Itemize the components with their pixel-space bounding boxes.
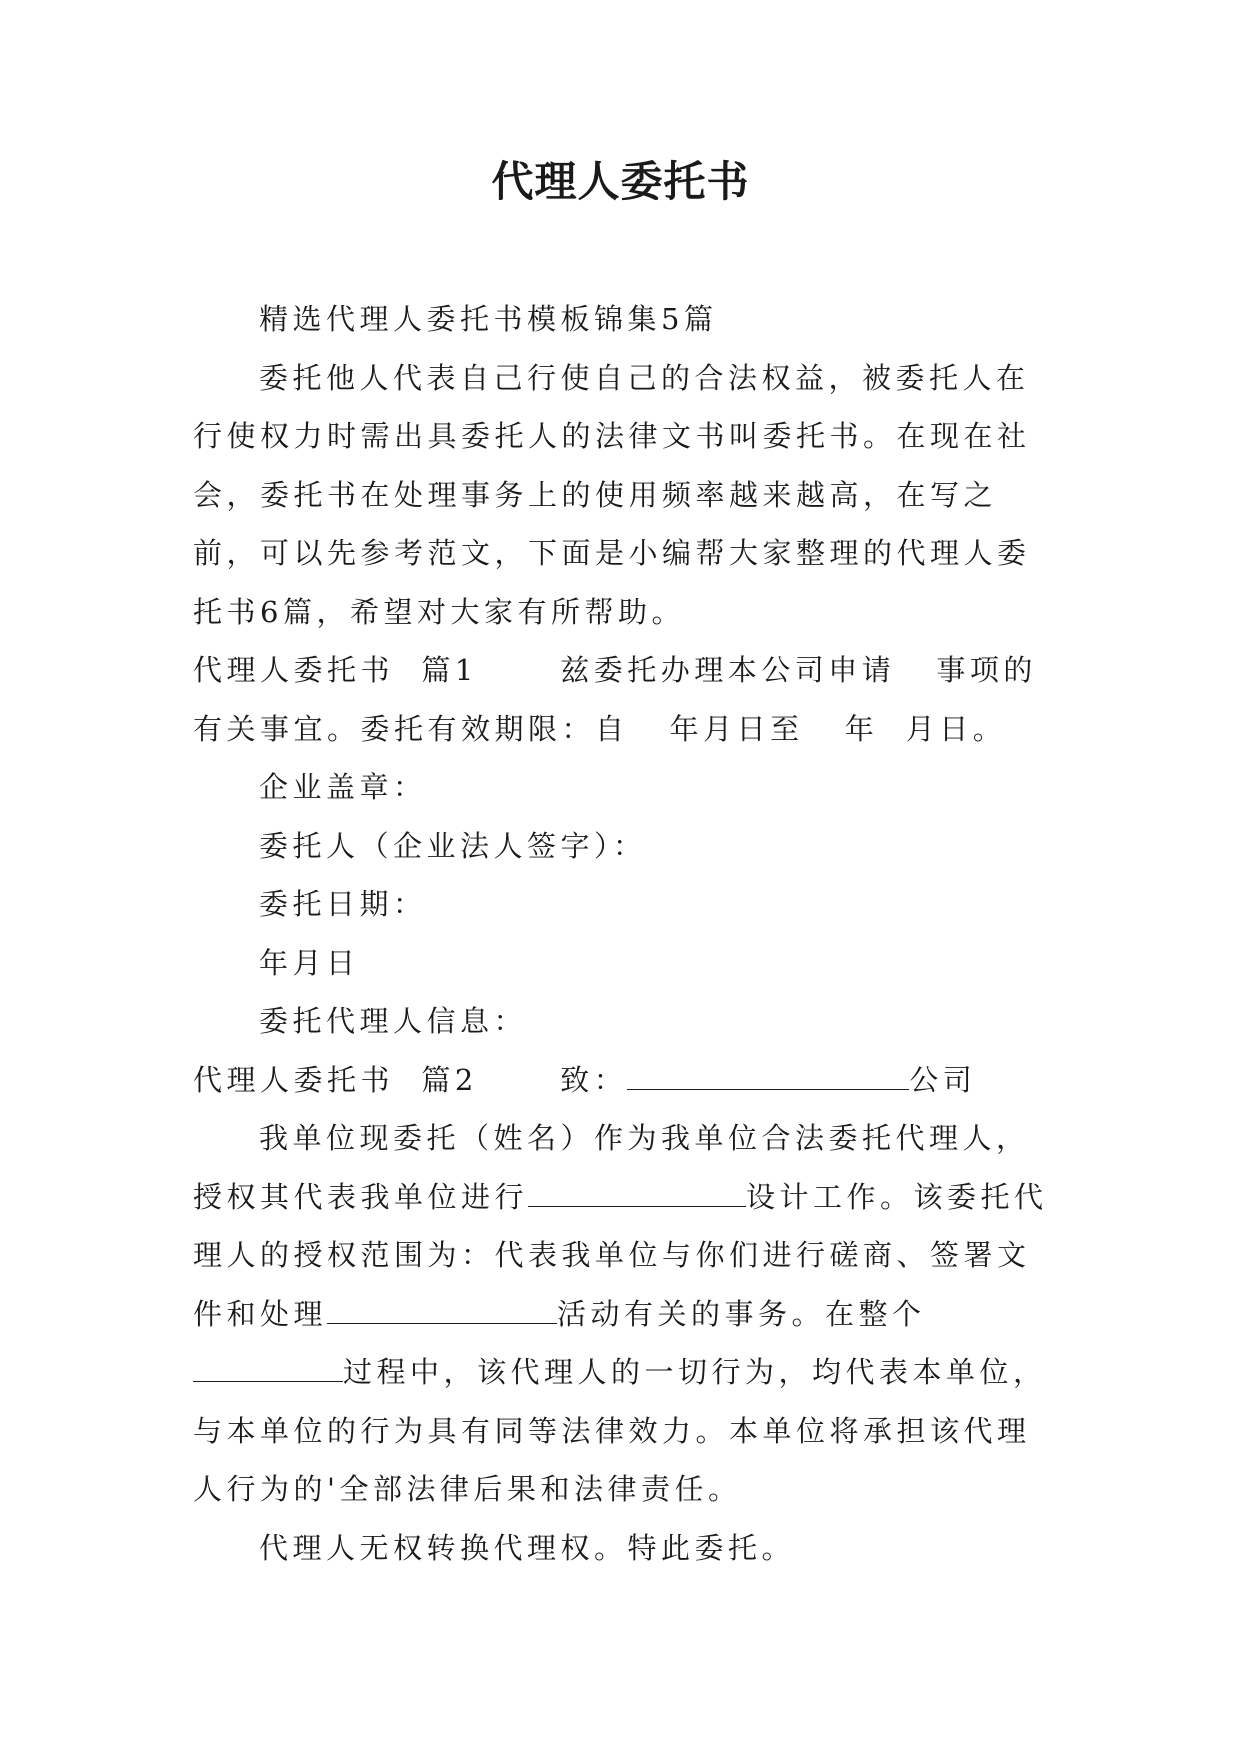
- para1-part3: 活动有关的事务。在整个: [557, 1296, 926, 1331]
- para1-part2: 设计工作。该委托代理人的授权范围为：代表我单位与你们进行磋商、签署文件和处理: [193, 1179, 1048, 1331]
- company-blank: [627, 1057, 909, 1090]
- section1-heading: 代理人委托书 篇1 兹委托办理本公司申请 事项的有关事宜。委托有效期限：自 年月日至 年 月日。: [193, 653, 1037, 746]
- process-blank: [193, 1349, 343, 1382]
- para1-part1: 我单位现委托（姓名）作为我单位合法委托代理人，授权其代表我单位进行: [193, 1121, 1030, 1214]
- para1-part4: 过程中，该代理人的一切行为，均代表本单位，与本单位的行为具有同等法律效力。本单位将承担该代理人行为的'全部法律后果和法律责任。: [193, 1355, 1047, 1506]
- section2-heading-prefix: 代理人委托书 篇2 致：: [193, 1062, 628, 1097]
- section2-heading: [193, 1051, 1053, 1110]
- principal-signature-line: 委托人（企业法人签字）：: [259, 828, 647, 863]
- section2-heading-suffix: 公司: [909, 1062, 977, 1097]
- intro-paragraph: 委托他人代表自己行使自己的合法权益，被委托人在行使权力时需出具委托人的法律文书叫委托书。在现在社会，委托书在处理事务上的使用频率越来越高，在写之前，可以先参考范文，下面是小编帮大家整理的代理人委托书6篇，希望对大家有所帮助。: [193, 360, 1031, 629]
- agent-info-line: 委托代理人信息：: [259, 1004, 528, 1038]
- entrust-date-line: 委托日期：: [259, 887, 427, 921]
- section2-paragraph-1: [193, 1109, 1053, 1519]
- date-placeholder-line: 年月日: [259, 945, 360, 980]
- section2-paragraph-2: 代理人无权转换代理权。特此委托。: [259, 1530, 796, 1565]
- document-title: 代理人委托书: [491, 157, 750, 206]
- seal-line: 企业盖章：: [259, 770, 427, 804]
- document-body: [193, 290, 1053, 1577]
- intro-heading: 精选代理人委托书模板锦集5篇: [259, 302, 718, 336]
- design-work-blank: [528, 1174, 746, 1207]
- activity-blank: [327, 1291, 557, 1324]
